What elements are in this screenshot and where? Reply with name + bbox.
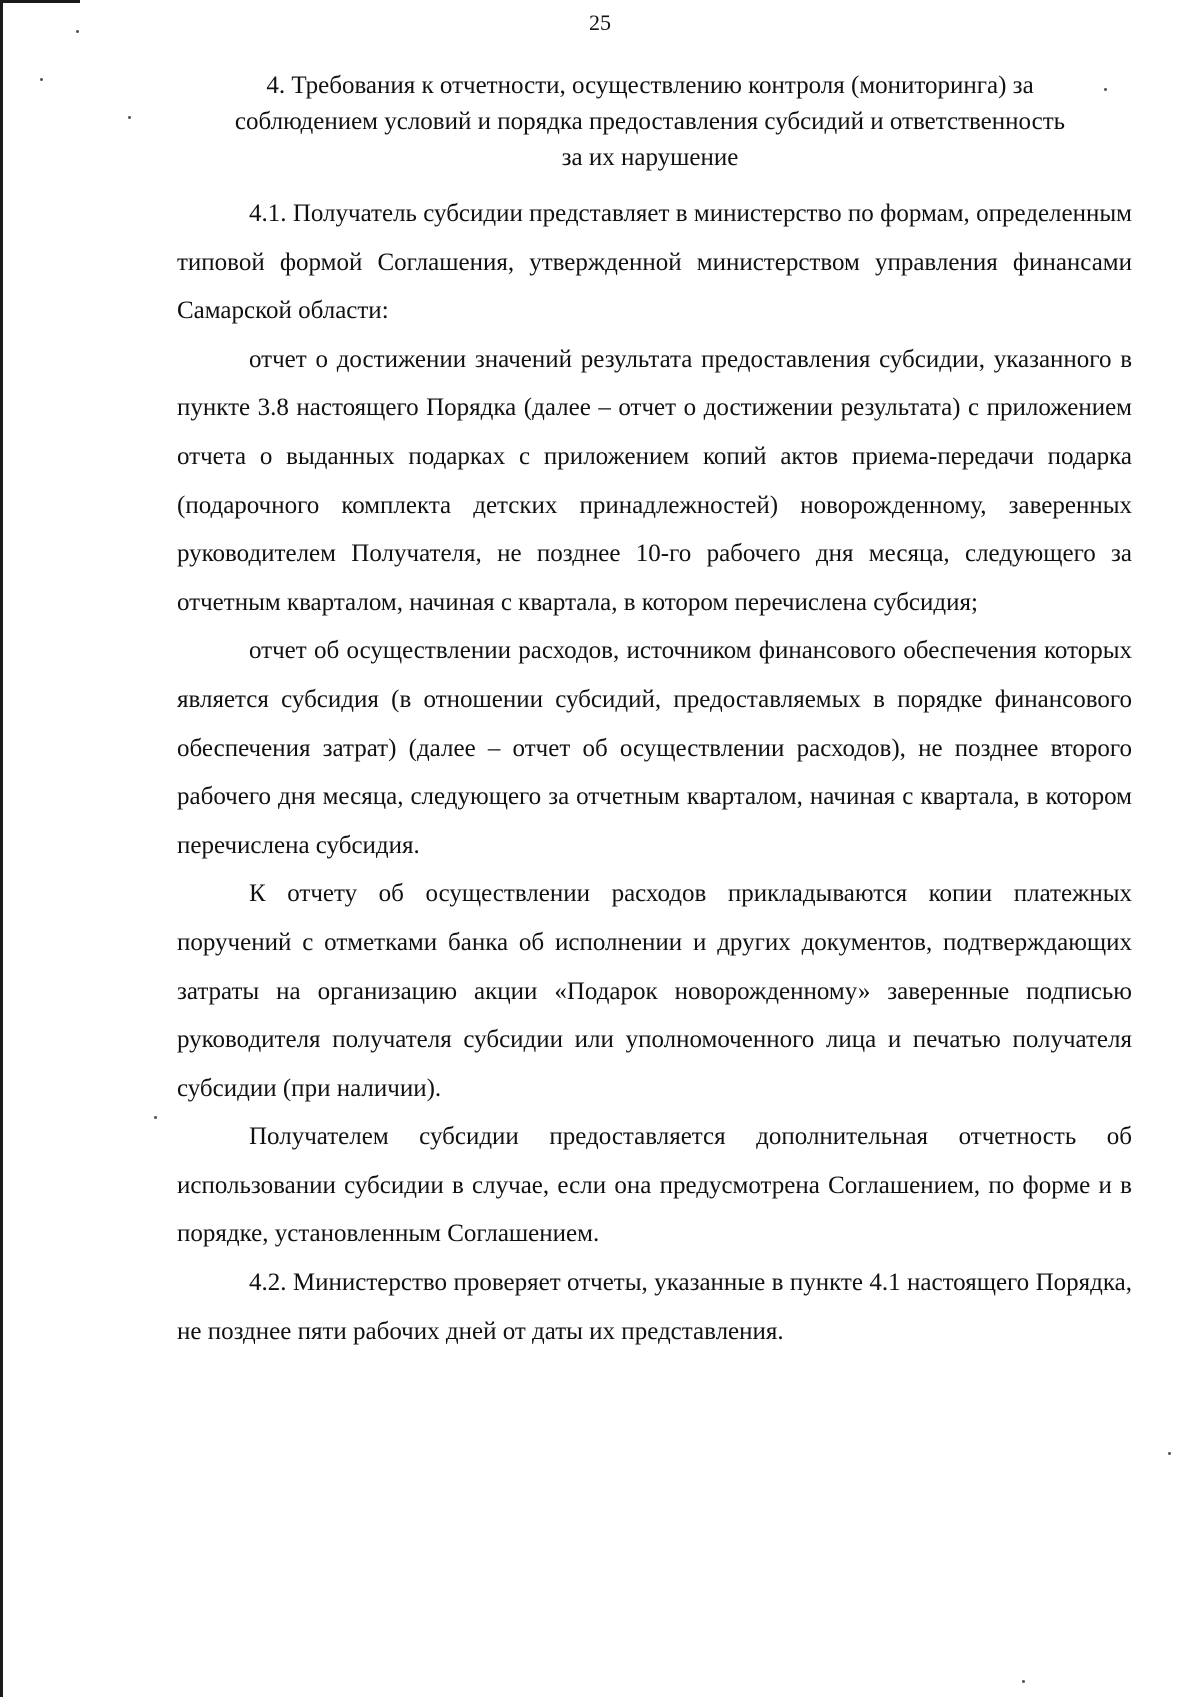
heading-line: за их нарушение [561,144,739,171]
scan-corner-mark [0,0,80,3]
section-heading [150,68,1150,176]
paragraph-achievement-report: отчет о достижении значений результата предоставления субсидии, указанного в пункте 3.8 настоящего Порядка (далее – отчет о достижении результата) с приложением отчета о выданных подарках с приложением копий актов приема-передачи подарка (подарочного комплекта детских принадлежностей) новорожденному, заверенных руководителем Получателя, не позднее 10-го рабочего дня месяца, следующего за отчетным кварталом, начиная с квартала, в котором перечислена субсидия; [177,345,1132,616]
scan-speck [1022,1680,1025,1683]
paragraph-additional-reporting: Получателем субсидии предоставляется дополнительная отчетность об использовании субсидии в случае, если она предусмотрена Соглашением, по форме и в порядке, установленным Соглашением. [177,1123,1132,1248]
paragraph-4-2: 4.2. Министерство проверяет отчеты, указанные в пункте 4.1 настоящего Порядка, не позднее пяти рабочих дней от даты их представления. [177,1269,1132,1345]
page-number: 25 [589,10,611,35]
scan-speck [128,116,131,119]
heading-line: 4. Требования к отчетности, осуществлению контроля (мониторинга) за [266,72,1034,99]
scan-edge-line [0,0,3,1697]
paragraph-expenses-report: отчет об осуществлении расходов, источником финансового обеспечения которых является субсидия (в отношении субсидий, предоставляемых в порядке финансового обеспечения затрат) (далее – отчет об осуществлении расходов), не позднее второго рабочего дня месяца, следующего за отчетным кварталом, начиная с квартала, в котором перечислена субсидия. [177,637,1132,859]
body-text [177,190,1132,1356]
paragraph-attachments: К отчету об осуществлении расходов прикладываются копии платежных поручений с отметками банка об исполнении и других документов, подтверждающих затраты на организацию акции «Подарок новорожденному» заверенные подписью руководителя получателя субсидии или уполномоченного лица и печатью получателя субсидии (при наличии). [177,880,1132,1102]
heading-line: соблюдением условий и порядка предоставления субсидий и ответственность [234,108,1066,135]
scan-speck [40,78,43,81]
paragraph-4-1: 4.1. Получатель субсидии представляет в министерство по формам, определенным типовой формой Соглашения, утвержденной министерством управления финансами Самарской области: [177,200,1132,325]
scan-speck [154,1116,157,1119]
scan-speck [1168,1452,1171,1455]
